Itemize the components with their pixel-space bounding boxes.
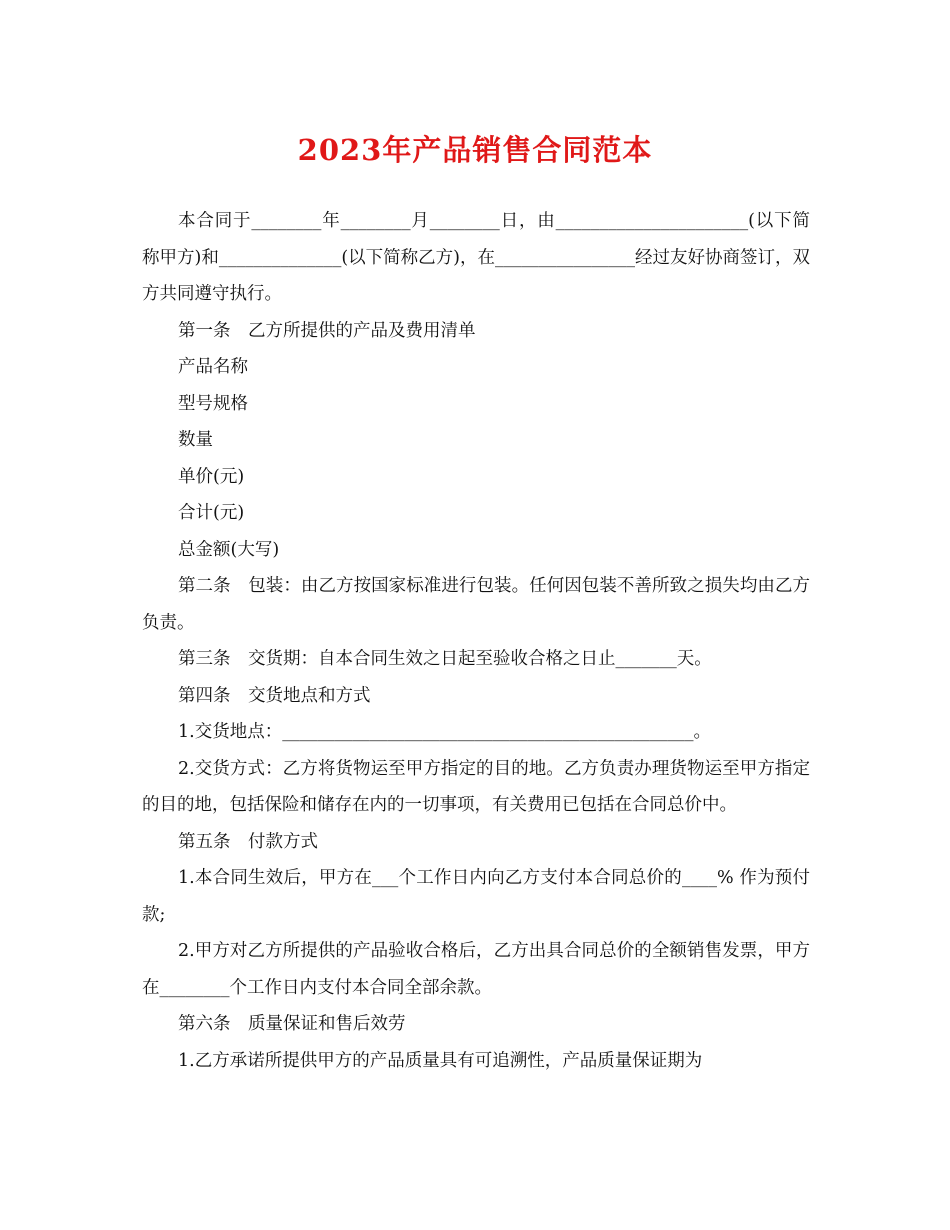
list-item-model-spec: 型号规格 <box>178 393 248 414</box>
list-item-product-name: 产品名称 <box>178 357 248 377</box>
list-item-unit-price: 单价(元) <box>178 466 245 487</box>
document-body <box>142 203 810 1079</box>
article-5-heading: 第五条 付款方式 <box>178 831 318 852</box>
list-item-quantity: 数量 <box>178 430 213 450</box>
article-1-heading: 第一条 乙方所提供的产品及费用清单 <box>178 320 476 341</box>
article-5-item-1: 1.本合同生效后，甲方在___个工作日内向乙方支付本合同总价的____% 作为预付款; <box>142 868 810 925</box>
article-4-heading: 第四条 交货地点和方式 <box>178 685 371 706</box>
article-6-item-1: 1.乙方承诺所提供甲方的产品质量具有可追溯性，产品质量保证期为 <box>178 1050 703 1071</box>
article-6-heading: 第六条 质量保证和售后效劳 <box>178 1014 406 1034</box>
article-2-packaging: 第二条 包装：由乙方按国家标准进行包装。任何因包装不善所致之损失均由乙方负责。 <box>142 576 810 633</box>
article-3-delivery-period: 第三条 交货期：自本合同生效之日起至验收合格之日止_______天。 <box>178 649 712 669</box>
article-4-item-1: 1.交货地点：_______________________________________________。 <box>178 722 711 742</box>
paragraph-intro: 本合同于________年________月________日，由______________________(以下简称甲方)和______________(以下简称乙方)，在________________经过友好协商签订，双方共同遵守执行。 <box>142 211 810 304</box>
document-title: 2023年产品销售合同范本 <box>297 133 653 167</box>
list-item-total-amount: 总金额(大写) <box>178 539 280 560</box>
article-4-item-2: 2.交货方式：乙方将货物运至甲方指定的目的地。乙方负责办理货物运至甲方指定的目的地，包括保险和储存在内的一切事项，有关费用已包括在合同总价中。 <box>142 758 810 815</box>
article-5-item-2: 2.甲方对乙方所提供的产品验收合格后，乙方出具合同总价的全额销售发票，甲方在________个工作日内支付本合同全部余款。 <box>142 941 810 998</box>
list-item-subtotal: 合计(元) <box>178 503 245 523</box>
